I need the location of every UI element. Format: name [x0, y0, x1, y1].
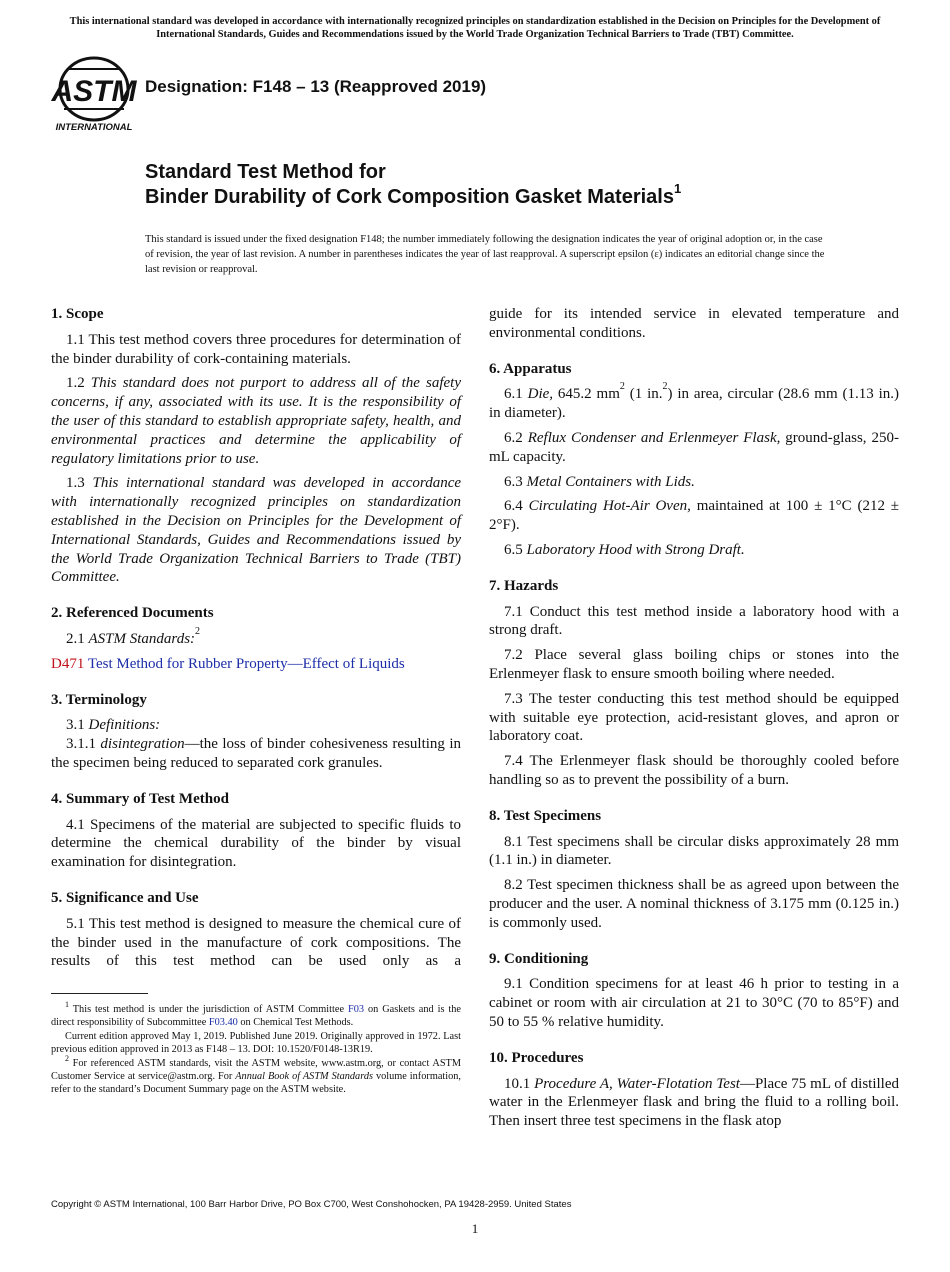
paragraph: 7.3 The tester conducting this test method should be equipped with suitable eye protection, acid-resistant gloves, and apron or laboratory coat.	[489, 690, 899, 745]
section-referenced-documents	[51, 604, 461, 673]
logo-subtext: INTERNATIONAL	[55, 122, 133, 133]
footnote-divider	[51, 993, 148, 994]
left-column	[51, 305, 461, 988]
paragraph: 6.4 Circulating Hot-Air Oven, maintained at 100 ± 1°C (212 ± 2°F).	[489, 498, 899, 534]
footnotes	[51, 1000, 461, 1097]
paragraph: 9.1 Condition specimens for at least 46 h prior to testing in a cabinet or room with air circulation at 21 to 30°C (70 to 85°F) and 50 to 55 % relative humidity.	[489, 976, 899, 1030]
logo-text: ASTM	[51, 75, 137, 108]
section-heading: 2. Referenced Documents	[51, 605, 214, 622]
subcommittee-link[interactable]: F03.40	[208, 1017, 238, 1029]
issued-note: This standard is issued under the fixed designation F148; the number immediately following the designation indicates the year of original adoption or, in the case of revision, the year of last revision. A number in parentheses indicates the year of last reapproval. A superscript epsilon (ε) indicates an editorial change since the last revision or reapproval.	[145, 234, 825, 275]
right-column	[489, 305, 899, 1148]
paragraph: 1.2 This standard does not purport to address all of the safety concerns, if any, associated with its use. It is the responsibility of the user of this standard to establish appropriate safety, health, and environmental practices and determine the applicability of regulatory limitations prior to use.	[51, 375, 461, 467]
section-apparatus	[489, 360, 899, 560]
paragraph: 2.1 ASTM Standards:$^2$	[66, 625, 201, 647]
section-heading: 9. Conditioning	[489, 950, 589, 967]
section-significance-continued	[489, 305, 899, 343]
page-number: 1	[471, 1221, 479, 1236]
reference-title-link[interactable]: Test Method for Rubber Property—Effect of Liquids	[87, 655, 405, 672]
paragraph: 7.2 Place several glass boiling chips or stones into the Erlenmeyer flask to ensure smooth boiling where needed.	[489, 647, 899, 682]
section-heading: 8. Test Specimens	[489, 807, 602, 824]
astm-logo	[50, 55, 138, 135]
title-line-1: Standard Test Method for	[145, 161, 386, 183]
paragraph: 6.5 Laboratory Hood with Strong Draft.	[504, 541, 745, 558]
section-hazards	[489, 577, 899, 790]
section-test-specimens	[489, 807, 899, 933]
section-heading: 4. Summary of Test Method	[51, 790, 229, 807]
section-scope	[51, 305, 461, 587]
committee-link[interactable]: F03	[347, 1004, 365, 1015]
title-footnote-mark: 1	[673, 181, 682, 196]
section-heading: 1. Scope	[51, 306, 104, 322]
paragraph: 1.1 This test method covers three procedures for determination of the binder durability of cork-containing materials.	[51, 331, 461, 367]
copyright: Copyright © ASTM International, 100 Barr Harbor Drive, PO Box C700, West Conshohocken, PA 19428-2959. United States	[51, 1199, 572, 1210]
section-conditioning	[489, 950, 899, 1032]
section-procedures	[489, 1049, 899, 1131]
paragraph: 3.1 Definitions:	[66, 717, 161, 734]
section-heading: 7. Hazards	[489, 577, 559, 594]
section-terminology	[51, 691, 461, 773]
paragraph: guide for its intended service in elevated temperature and environmental conditions.	[489, 306, 899, 341]
paragraph: 10.1 Procedure A, Water-Flotation Test—Place 75 mL of distilled water in the Erlenmeyer flask and bring the fluid to a rolling boil. Then insert three test specimens in the flask atop	[489, 1075, 899, 1130]
document-title	[145, 160, 905, 210]
footnote-1-edition: Current edition approved May 1, 2019. Published June 2019. Originally approved in 1972. Last previous edition approved in 2013 as F148 – 13. DOI: 10.1520/F0148-13R19.	[51, 1030, 461, 1056]
paragraph: 6.2 Reflux Condenser and Erlenmeyer Flask, ground-glass, 250-mL capacity.	[489, 429, 899, 465]
paragraph: 7.1 Conduct this test method inside a laboratory hood with a strong draft.	[489, 603, 899, 639]
paragraph: 6.3 Metal Containers with Lids.	[504, 473, 695, 490]
footnote-2: $^2$ For referenced ASTM standards, visit the ASTM website, www.astm.org, or contact ASTM Customer Service at service@astm.org. For Annual Book of ASTM Standards volume information, refer to the standard’s Document Summary page on the ASTM website.	[51, 1053, 461, 1096]
paragraph: 7.4 The Erlenmeyer flask should be thoroughly cooled before handling so as to prevent the possibility of a burn.	[489, 753, 899, 788]
reference-entry	[51, 655, 461, 674]
reference-code-link[interactable]: D471	[51, 655, 85, 672]
paragraph: 8.1 Test specimens shall be circular disks approximately 28 mm (1.1 in.) in diameter.	[489, 833, 899, 869]
section-heading: 5. Significance and Use	[51, 889, 199, 906]
section-heading: 3. Terminology	[51, 691, 147, 708]
paragraph: 3.1.1 disintegration—the loss of binder cohesiveness resulting in the specimen being reduced to separated cork granules.	[51, 736, 461, 771]
paragraph: 4.1 Specimens of the material are subjected to specific fluids to determine the chemical durability of the binder by visual examination for disintegration.	[51, 816, 461, 871]
paragraph: 8.2 Test specimen thickness shall be as agreed upon between the producer and the user. A nominal thickness of 3.175 mm (0.125 in.) is commonly used.	[489, 877, 899, 931]
footnote-1: $^1$ This test method is under the jurisdiction of ASTM Committee F03 on Gaskets and is the direct responsibility of Subcommittee F03.40 on Chemical Test Methods.	[51, 1000, 461, 1029]
section-heading: 6. Apparatus	[489, 360, 572, 377]
top-notice: This international standard was developed in accordance with internationally recognized principles on standardization established in the Decision on Principles for the Development of International Standards, Guides and Recommendations issued by the World Trade Organization Technical Barriers to Trade (TBT) Committee.	[69, 16, 881, 40]
section-summary	[51, 790, 461, 872]
paragraph: 1.3 This international standard was developed in accordance with internationally recognized principles on standardization established in the Decision on Principles for the Development of International Standards, Guides and Recommendations issued by the World Trade Organization Technical Barriers to Trade (TBT) Committee.	[51, 475, 462, 586]
section-heading: 10. Procedures	[489, 1049, 584, 1066]
section-significance	[51, 889, 461, 971]
paragraph: 6.1 Die, 645.2 $mm^2$ (1 in.$^2$) in area, circular (28.6 mm (1.13 in.) in diameter).	[489, 381, 900, 422]
paragraph: 5.1 This test method is designed to measure the chemical cure of the binder used in the manufacture of cork compositions. The results of this test method can be used only as a	[51, 915, 461, 970]
title-line-2: Binder Durability of Cork Composition Gasket Materials	[145, 186, 674, 208]
designation: Designation: F148 – 13 (Reapproved 2019)	[145, 77, 487, 96]
